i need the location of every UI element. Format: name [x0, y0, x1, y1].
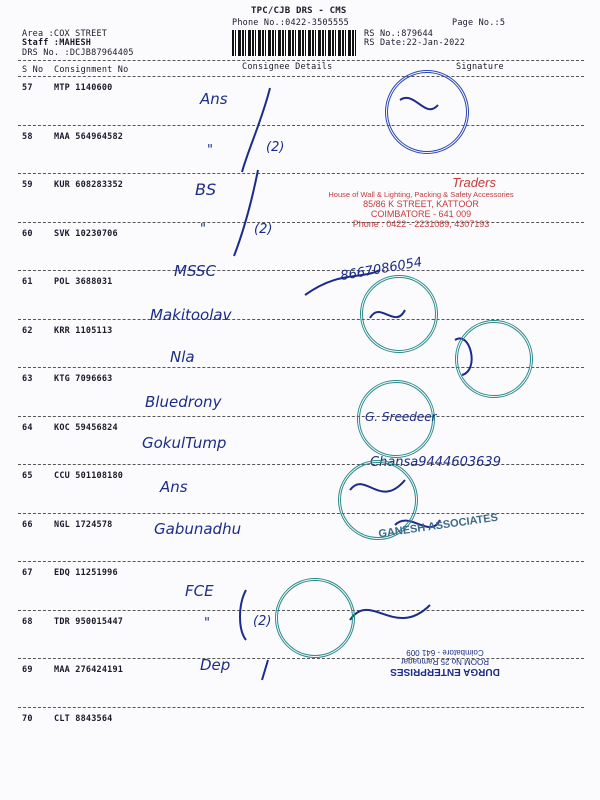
row-sno: 67 — [22, 568, 33, 578]
row-sno: 69 — [22, 665, 33, 675]
traders-line2: 85/86 K STREET, KATTOOR — [363, 199, 479, 209]
row-sno: 70 — [22, 713, 33, 724]
rs-number: RS No.:879644 — [364, 29, 434, 39]
row-consignment-number: KUR 608283352 — [54, 180, 124, 190]
handwriting-64: Bluedrony — [145, 393, 222, 411]
row-consignment-number: SVK 10230706 — [54, 228, 118, 239]
row-consignment-number: CLT 8843564 — [54, 713, 113, 724]
traders-line1: House of Wall & Lighting, Packing & Safety Accessories — [328, 190, 514, 199]
handwriting-67: Gabunadhu — [154, 520, 242, 538]
handwriting-60-ditto: " — [200, 222, 206, 237]
row-consignment-number: POL 3688031 — [54, 277, 113, 287]
drs-number: DRS No. :DCJB87964405 — [22, 48, 134, 58]
row-sno: 66 — [22, 519, 33, 530]
stamp-seal-63 — [455, 320, 533, 398]
durga-line2: Coimbatore - 641 009 — [406, 648, 484, 657]
col-consignee: Consignee Details — [242, 62, 333, 72]
bracket-57-58 — [242, 88, 270, 172]
row-sno: 62 — [22, 325, 33, 336]
row-consignment-number: CCU 501108180 — [54, 471, 124, 481]
handwriting-58-ditto: " — [207, 143, 213, 158]
handwritten-phone-61: 8667086054 — [339, 254, 424, 285]
traders-stamp — [326, 175, 516, 229]
durga-name: DURGA ENTERPRISES — [390, 666, 500, 677]
row-consignment-number: KRR 1105113 — [54, 325, 113, 336]
row-consignment-number: EDQ 11251996 — [54, 568, 118, 578]
col-consignment: Consignment No — [54, 65, 129, 75]
associates-stamp: GANESH ASSOCIATES — [377, 511, 499, 541]
handwriting-69-code: FCE — [185, 582, 214, 600]
handwriting-61: MSSC — [174, 262, 216, 280]
handwriting-66: Ans — [160, 478, 188, 496]
document-title: TPC/CJB DRS - CMS — [251, 6, 347, 16]
handwriting-63: Nla — [170, 348, 195, 366]
handwriting-60-count: (2) — [254, 222, 273, 237]
handwriting-70: Dep — [200, 656, 231, 674]
handwritten-phone-65: Chansa9444603639 — [370, 455, 501, 470]
traders-name: Traders — [452, 175, 496, 190]
handwriting-57: Ans — [200, 90, 228, 108]
row-sno: 64 — [22, 422, 33, 433]
page-number: Page No.:5 — [452, 18, 506, 28]
row-consignment-number: MAA 276424191 — [54, 665, 124, 675]
row-sno: 59 — [22, 180, 33, 190]
row-sno: 68 — [22, 616, 33, 627]
row-sno: 58 — [22, 131, 33, 142]
row-consignment-number: KOC 59456824 — [54, 422, 118, 433]
signature-name-64: G. Sreedeer — [365, 410, 437, 424]
row-consignment-number: MAA 564964582 — [54, 131, 124, 142]
bracket-69 — [240, 590, 246, 640]
handwriting-69-ditto: " — [204, 616, 210, 631]
traders-phone: Phone : 0422 - 2231089, 4307193 — [352, 219, 490, 229]
rs-date: RS Date:22-Jan-2022 — [364, 38, 466, 48]
durga-stamp — [380, 648, 510, 677]
handwriting-62: Makitoolav — [150, 306, 232, 324]
row-consignment-number: TDR 950015447 — [54, 616, 124, 627]
col-signature: Signature — [456, 62, 504, 72]
row-sno: 60 — [22, 228, 33, 239]
row-sno: 65 — [22, 471, 33, 481]
row-sno: 57 — [22, 83, 33, 93]
row-consignment-number: NGL 1724578 — [54, 519, 113, 530]
handwriting-59: BS — [195, 180, 217, 199]
bracket-59-60 — [234, 170, 258, 256]
traders-line3: COIMBATORE - 641 009 — [370, 209, 472, 219]
stamp-seal-61 — [360, 275, 438, 353]
area-label: Area :COX STREET — [22, 29, 108, 39]
stamp-seal-69 — [275, 578, 355, 658]
staff-label: Staff :MAHESH — [22, 38, 92, 48]
col-sno: S No — [22, 65, 44, 75]
row-consignment-number: KTG 7096663 — [54, 374, 113, 384]
row-sno: 63 — [22, 374, 33, 384]
durga-line1: ROOM No.25 Ramnagar — [400, 657, 490, 666]
tick-70 — [262, 660, 268, 680]
phone-number: Phone No.:0422-3505555 — [232, 18, 349, 28]
handwriting-69-count: (2) — [253, 614, 272, 629]
row-consignment-number: MTP 1140600 — [54, 83, 113, 93]
stamp-seal-57 — [385, 70, 469, 154]
handwriting-65: GokulTump — [142, 434, 227, 452]
handwriting-58-count: (2) — [266, 140, 285, 155]
signature-69 — [350, 605, 430, 620]
row-sno: 61 — [22, 277, 33, 287]
